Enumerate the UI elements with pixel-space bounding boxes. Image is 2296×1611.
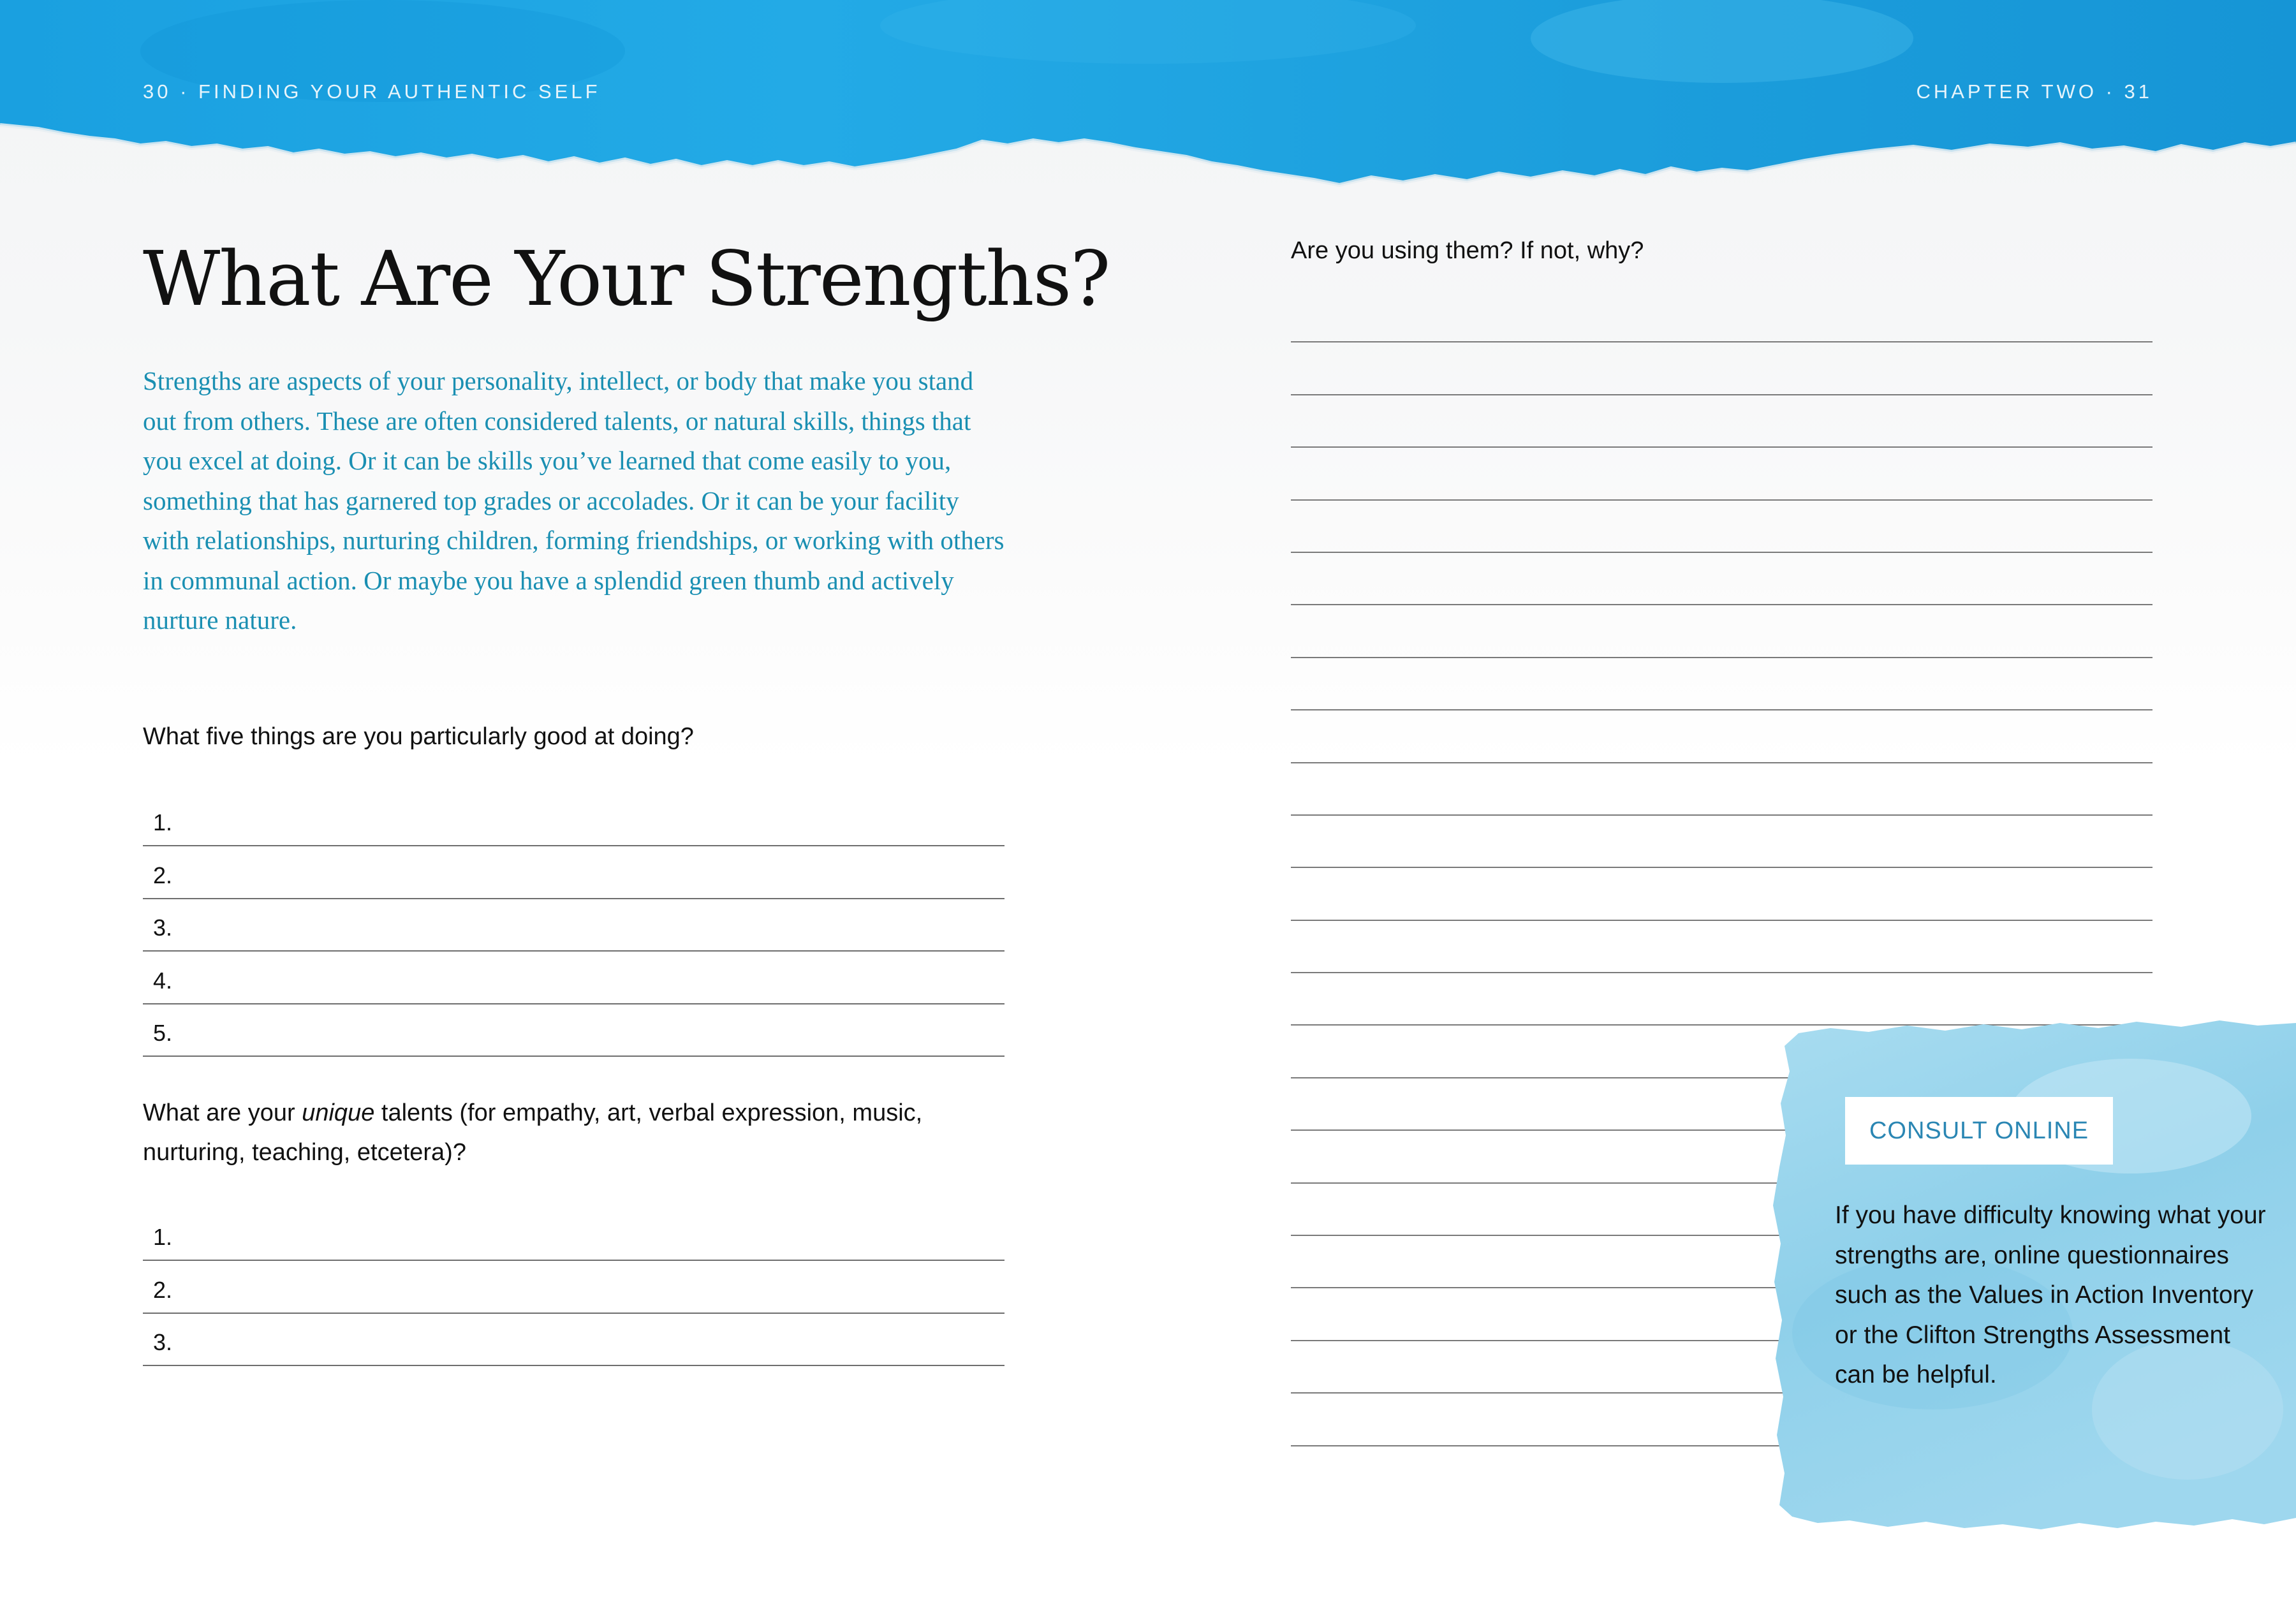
writing-line[interactable] [1291, 658, 2152, 710]
answer-line[interactable] [143, 1261, 1004, 1313]
line-number: 2. [153, 862, 173, 888]
five-things-list [143, 794, 1004, 1057]
writing-line[interactable] [1291, 395, 2152, 448]
answer-line[interactable] [143, 1004, 1004, 1057]
callout-body: If you have difficulty knowing what your strengths are, online questionnaires such as the Values in Action Inventory or the Clifton Strengths Assessment can be helpful. [1835, 1202, 2266, 1388]
writing-line[interactable] [1291, 868, 2152, 920]
question-unique-text-after: talents (for empathy, art, verbal expression, music, nurturing, teaching, etcetera)? [143, 1100, 923, 1166]
line-number: 4. [153, 967, 173, 994]
answer-line[interactable] [143, 952, 1004, 1004]
line-number: 3. [153, 915, 173, 941]
writing-line[interactable] [1291, 342, 2152, 395]
unique-talents-list [143, 1209, 1004, 1366]
writing-line[interactable] [1291, 290, 2152, 342]
writing-line[interactable] [1291, 501, 2152, 553]
line-number: 1. [153, 809, 173, 836]
writing-line[interactable] [1291, 710, 2152, 763]
writing-line[interactable] [1291, 763, 2152, 816]
answer-line[interactable] [143, 846, 1004, 899]
intro-paragraph: Strengths are aspects of your personality, intellect, or body that make you stand out from others. These are often considered talents, or natural skills, things that you excel at doing. Or it can be skills you’ve learned that come easily to you, something that has garnered top grades or accolades. Or it can be your facility with relationships, nurturing children, forming friendships, or working with others in communal action. Or maybe you have a splendid green thumb and actively nurture nature. [143, 366, 1004, 635]
question-five-things: What five things are you particularly good at doing? [143, 723, 694, 750]
running-head-right: CHAPTER TWO · 31 [1916, 80, 2152, 103]
question-unique-talents [143, 1093, 1010, 1172]
writing-line[interactable] [1291, 921, 2152, 973]
writing-line[interactable] [1291, 448, 2152, 500]
writing-line[interactable] [1291, 553, 2152, 605]
line-number: 1. [153, 1224, 173, 1251]
answer-line[interactable] [143, 1314, 1004, 1366]
question-using-them: Are you using them? If not, why? [1291, 237, 1644, 264]
callout-heading: CONSULT ONLINE [1869, 1117, 2089, 1144]
line-number: 3. [153, 1329, 173, 1356]
page-title: What Are Your Strengths? [143, 235, 1110, 323]
running-head-left: 30 · FINDING YOUR AUTHENTIC SELF [143, 80, 601, 103]
line-number: 2. [153, 1276, 173, 1303]
writing-line[interactable] [1291, 816, 2152, 868]
answer-line[interactable] [143, 794, 1004, 846]
answer-line[interactable] [143, 1209, 1004, 1261]
consult-online-callout [1773, 1014, 2296, 1537]
answer-line[interactable] [143, 899, 1004, 952]
question-unique-emphasis: unique [302, 1100, 375, 1126]
callout-label-box [1845, 1097, 2113, 1165]
line-number: 5. [153, 1019, 173, 1046]
writing-line[interactable] [1291, 605, 2152, 658]
question-unique-text-before: What are your [143, 1100, 302, 1126]
